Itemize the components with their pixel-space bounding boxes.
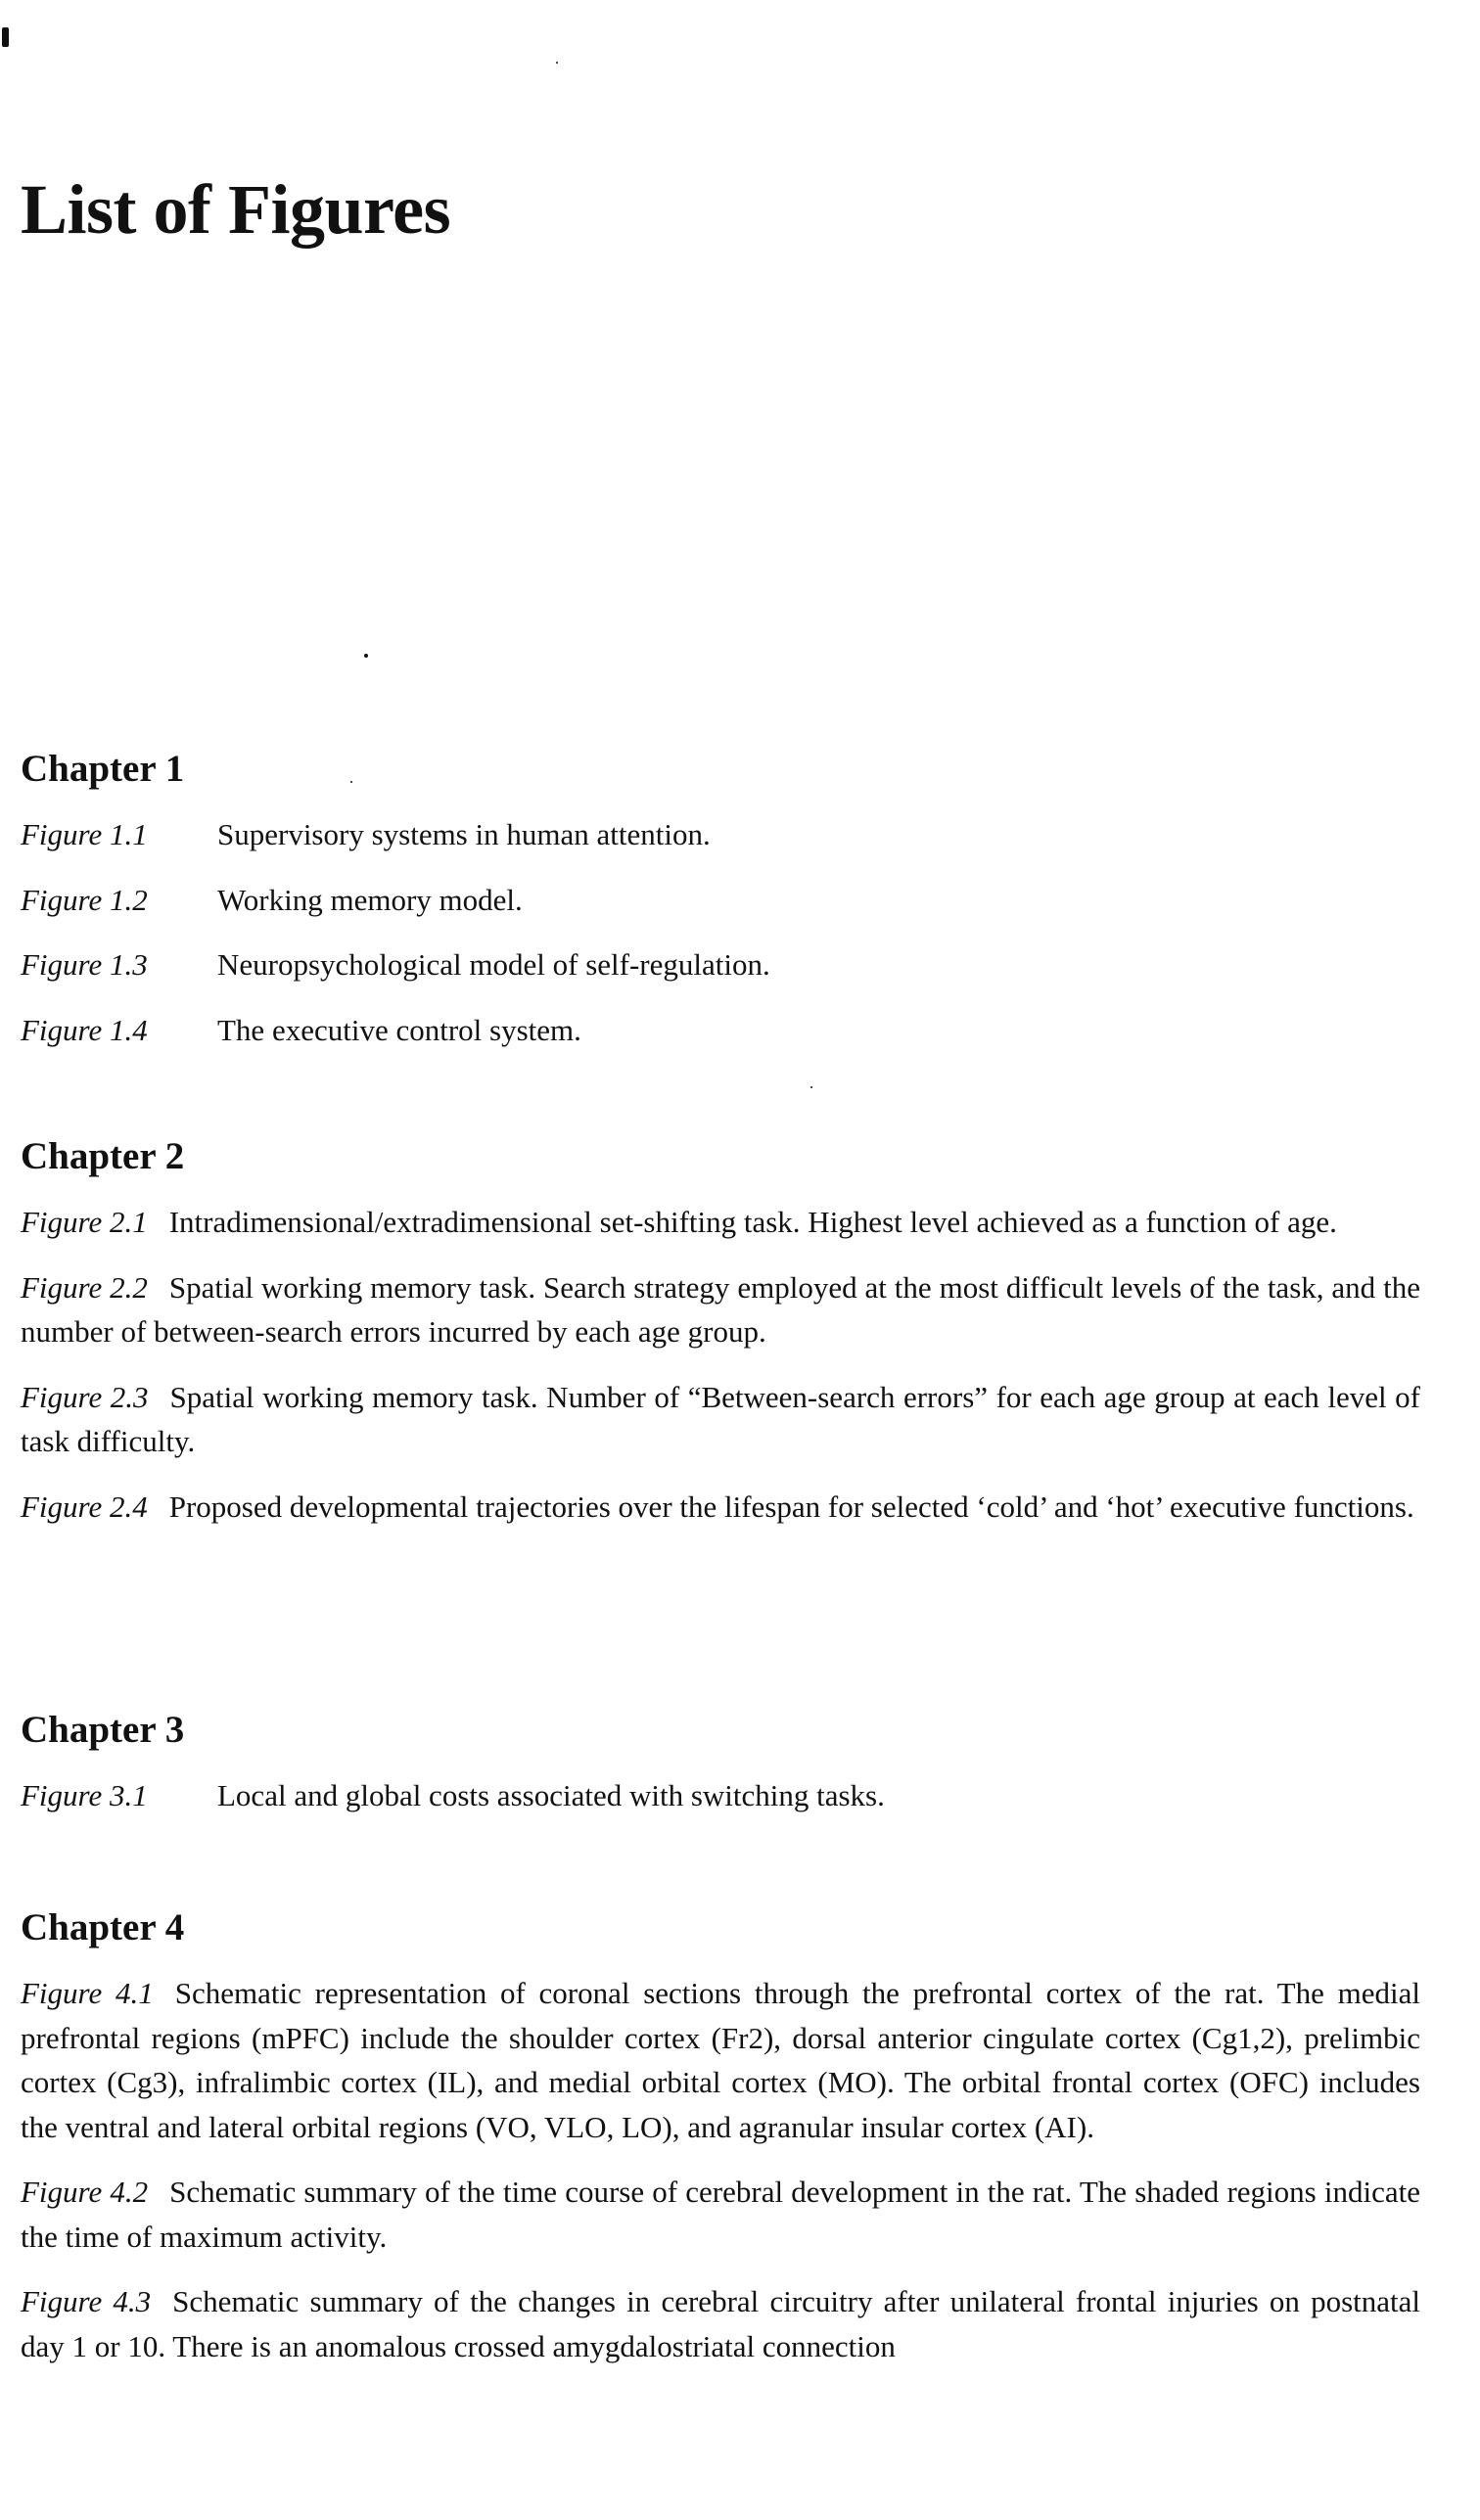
chapter-heading: Chapter 2	[21, 1135, 185, 1177]
chapter-heading: Chapter 3	[21, 1709, 185, 1751]
figure-entry	[21, 2279, 1420, 2368]
figure-entry	[21, 878, 1420, 923]
figure-caption: Local and global costs associated with switching tasks.	[217, 1778, 885, 1812]
figure-label: Figure 4.3	[21, 2284, 152, 2318]
chapter-1-section	[21, 748, 1420, 1073]
chapter-2-section	[21, 1135, 1420, 1549]
figure-label: Figure 2.4	[21, 1489, 148, 1524]
figure-label: Figure 2.1	[21, 1205, 148, 1239]
figure-entry	[21, 1773, 1420, 1818]
page-title: List of Figures	[21, 170, 451, 249]
figure-caption: Intradimensional/extradimensional set-shifting task. Highest level achieved as a function of age.	[168, 1205, 1337, 1239]
figure-label: Figure 3.1	[21, 1778, 148, 1812]
figure-caption: Spatial working memory task. Search strategy employed at the most difficult levels of the task, and the number of between-search errors incurred by each age group.	[21, 1269, 1420, 1349]
figure-caption: Spatial working memory task. Number of “Between-search errors” for each age group at each level of task difficulty.	[21, 1379, 1420, 1458]
figure-label: Figure 2.3	[21, 1379, 149, 1414]
chapter-4-section	[21, 1906, 1420, 2389]
figure-caption: Schematic summary of the time course of cerebral development in the rat. The shaded regions indicate the time of maximum activity.	[21, 2175, 1420, 2254]
figure-caption: Schematic representation of coronal sections through the prefrontal cortex of the rat. The medial prefrontal regions (mPFC) include the shoulder cortex (Fr2), dorsal anterior cingulate cortex (Cg1,2), prelimbic cortex (Cg3), infralimbic cortex (IL), and medial orbital cortex (MO). The orbital frontal cortex (OFC) includes the ventral and lateral orbital regions (VO, VLO, LO), and agranular insular cortex (AI).	[21, 1976, 1420, 2144]
chapter-heading: Chapter 1	[21, 748, 185, 790]
chapter-heading: Chapter 4	[21, 1906, 185, 1948]
figure-entry	[21, 1008, 1420, 1053]
figure-entry	[21, 1375, 1420, 1464]
figure-label: Figure 1.4	[21, 1012, 148, 1047]
figure-label: Figure 4.1	[21, 1976, 154, 2010]
scan-speck	[556, 62, 558, 64]
figure-caption: Schematic summary of the changes in cerebral circuitry after unilateral frontal injuries on postnatal day 1 or 10. There is an anomalous crossed amygdalostriatal connection	[21, 2284, 1420, 2363]
figure-entry	[21, 1971, 1420, 2149]
figure-entry	[21, 2170, 1420, 2259]
figure-label: Figure 1.1	[21, 817, 148, 851]
figure-label: Figure 1.3	[21, 947, 148, 982]
figure-entry	[21, 942, 1420, 987]
figure-entry	[21, 1265, 1420, 1354]
figure-entry	[21, 812, 1420, 857]
figure-label: Figure 4.2	[21, 2175, 149, 2209]
figure-label: Figure 2.2	[21, 1269, 148, 1305]
scan-speck	[810, 1086, 812, 1088]
figure-entry	[21, 1485, 1420, 1530]
figure-caption: Neuropsychological model of self-regulation.	[217, 947, 770, 982]
figure-caption: Proposed developmental trajectories over the lifespan for selected ‘cold’ and ‘hot’ executive functions.	[168, 1489, 1414, 1524]
figure-caption: The executive control system.	[217, 1012, 581, 1047]
figure-caption: Supervisory systems in human attention.	[217, 817, 711, 851]
scan-speck	[364, 654, 368, 658]
figure-entry	[21, 1200, 1420, 1245]
chapter-3-section	[21, 1709, 1420, 1839]
figure-label: Figure 1.2	[21, 882, 148, 917]
scan-speck	[2, 27, 9, 47]
figure-caption: Working memory model.	[217, 882, 523, 917]
